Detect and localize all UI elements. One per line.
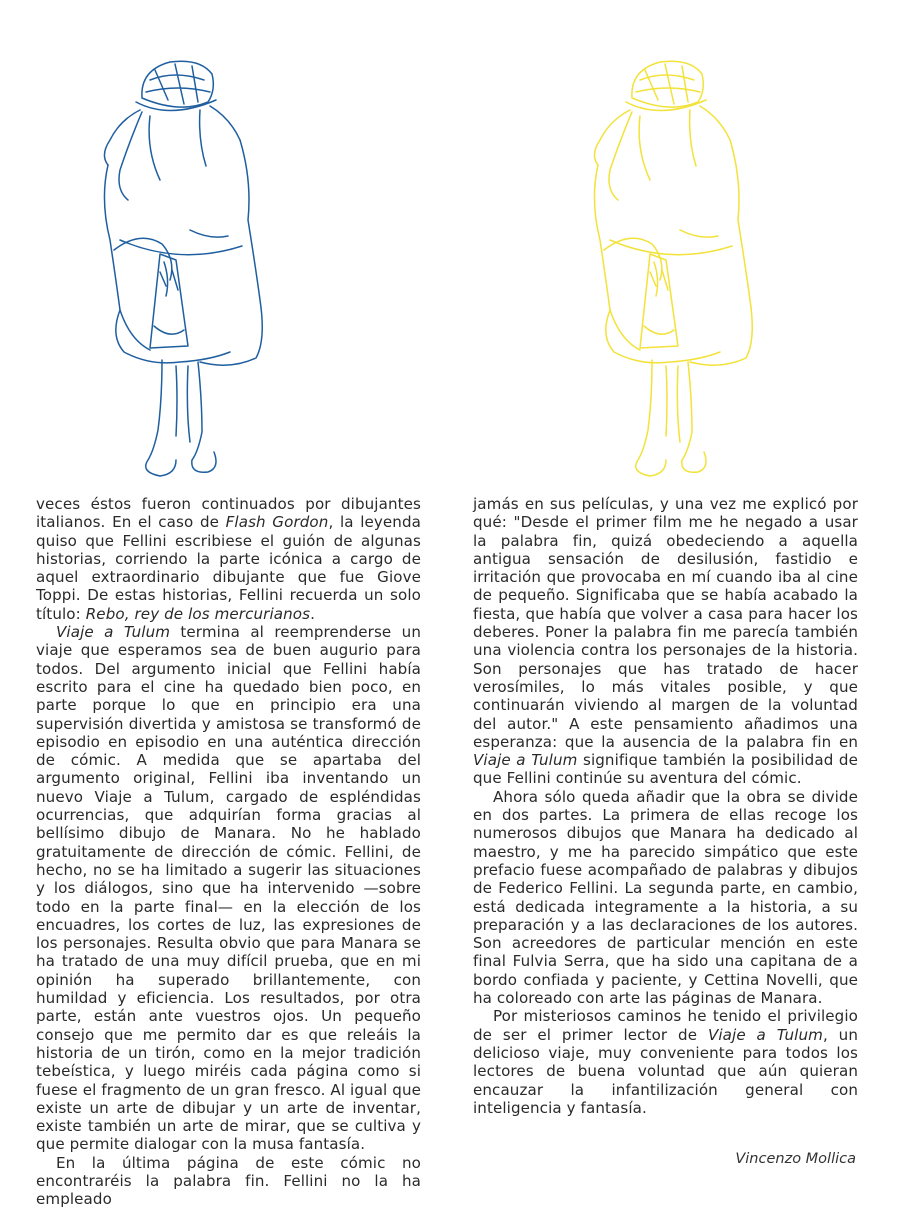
text-run: , un delicioso viaje, muy conveniente para todos los lectores de buena voluntad que aún quieran encauzar la infantilización general con inteligencia y fantasía. bbox=[473, 1025, 858, 1117]
paragraph-p3 bbox=[36, 1154, 421, 1209]
article-column-right bbox=[473, 495, 858, 1117]
paragraph-p5 bbox=[473, 788, 858, 1008]
italic-title: Viaje a Tulum bbox=[56, 623, 171, 642]
text-run: signifique también la posibilidad de que Fellini continúe su aventura del cómic. bbox=[473, 751, 858, 788]
author-signature: Vincenzo Mollica bbox=[735, 1151, 856, 1167]
paragraph-p4 bbox=[473, 495, 858, 788]
text-run: termina al reemprenderse un viaje que esperamos sea de buen augurio para todos. Del argumento inicial que Fellini había escrito para el cine ha quedado bien poco, en parte porque lo que en principio era una supervisión divertida y amistosa se transformó de episodio en episodio en una auténtica dirección de cómic. A medida que se apartaba del argumento original, Fellini iba inventando un nuevo Viaje a Tulum, cargado de espléndidas ocurrencias, que adquirían forma gracias al bellísimo dibujo de Manara. No he hablado gratuitamente de dirección de cómic. Fellini, de hecho, no se ha limitado a sugerir las situaciones y los diálogos, sino que ha intervenido —sobre todo en la parte final— en la elección de los encuadres, los cortes de luz, las expresiones de los personajes. Resulta obvio que para Manara se ha tratado de una muy difícil prueba, que en mi opinión ha superado brillantemente, con humildad y eficiencia. Los resultados, por otra parte, están ante vuestros ojos. Un pequeño consejo que me permito dar es que releáis la historia de un tirón, como en la mejor tradición tebeística, y luego miréis cada página como si fuese el fragmento de un gran fresco. Al igual que existe un arte de dibujar y un arte de inventar, existe también un arte de mirar, que se cultiva y que permite dialogar con la musa fantasía. bbox=[36, 623, 421, 1154]
italic-title: Rebo, rey de los mercurianos bbox=[85, 604, 311, 623]
paragraph-p1 bbox=[36, 495, 421, 623]
fellini-sketch-yellow-icon bbox=[570, 40, 770, 485]
text-run: . bbox=[310, 604, 315, 623]
italic-title: Viaje a Tulum bbox=[473, 751, 578, 770]
text-run: , la leyenda quiso que Fellini escribiese el guión de algunas historias, corriendo la parte icónica a cargo de aquel extraordinario dibujante que fue Giove Toppi. De estas historias, Fellini recuerda un solo título: bbox=[36, 513, 422, 623]
text-run: Por misteriosos caminos he tenido el privilegio de ser el primer lector de bbox=[473, 1007, 858, 1044]
paragraph-p2 bbox=[36, 623, 421, 1154]
text-run: Ahora sólo queda añadir que la obra se divide en dos partes. La primera de ellas recoge los numerosos dibujos que Manara ha dedicado al maestro, y me ha parecido simpático que este prefacio fuese acompañado de palabras y dibujos de Federico Fellini. La segunda parte, en cambio, está dedicada integramente a la historia, a su preparación y a las declaraciones de los autores. Son acreedores de particular mención en este final Fulvia Serra, que ha sido una capitana de a bordo confiada y paciente, y Cettina Novelli, que ha coloreado con arte las páginas de Manara. bbox=[473, 787, 858, 1008]
text-run: veces éstos fueron continuados por dibujantes italianos. En el caso de bbox=[36, 495, 421, 532]
text-run: En la última página de este cómic no encontraréis la palabra fin. Fellini no la ha empleado bbox=[36, 1153, 421, 1209]
text-run: jamás en sus películas, y una vez me explicó por qué: "Desde el primer film me he negado a usar la palabra fin, quizá obedeciendo a aquella antigua sensación de desilusión, fastidio e irritación que provocaba en mí cuando iba al cine de pequeño. Significaba que se había acabado la fiesta, que había que volver a casa para hacer los deberes. Poner la palabra fin me parecía también una violencia contra los personajes de la historia. Son personajes que has tratado de hacer verosímiles, lo más vitales posible, y que continuarán viviendo al margen de la voluntad del autor." A este pensamiento añadimos una esperanza: que la ausencia de la palabra fin en bbox=[473, 495, 858, 751]
paragraph-p6 bbox=[473, 1007, 858, 1117]
italic-title: Flash Gordon bbox=[225, 513, 329, 532]
italic-title: Viaje a Tulum bbox=[707, 1025, 823, 1044]
article-column-left bbox=[36, 495, 421, 1209]
fellini-sketch-blue-icon bbox=[80, 40, 280, 485]
